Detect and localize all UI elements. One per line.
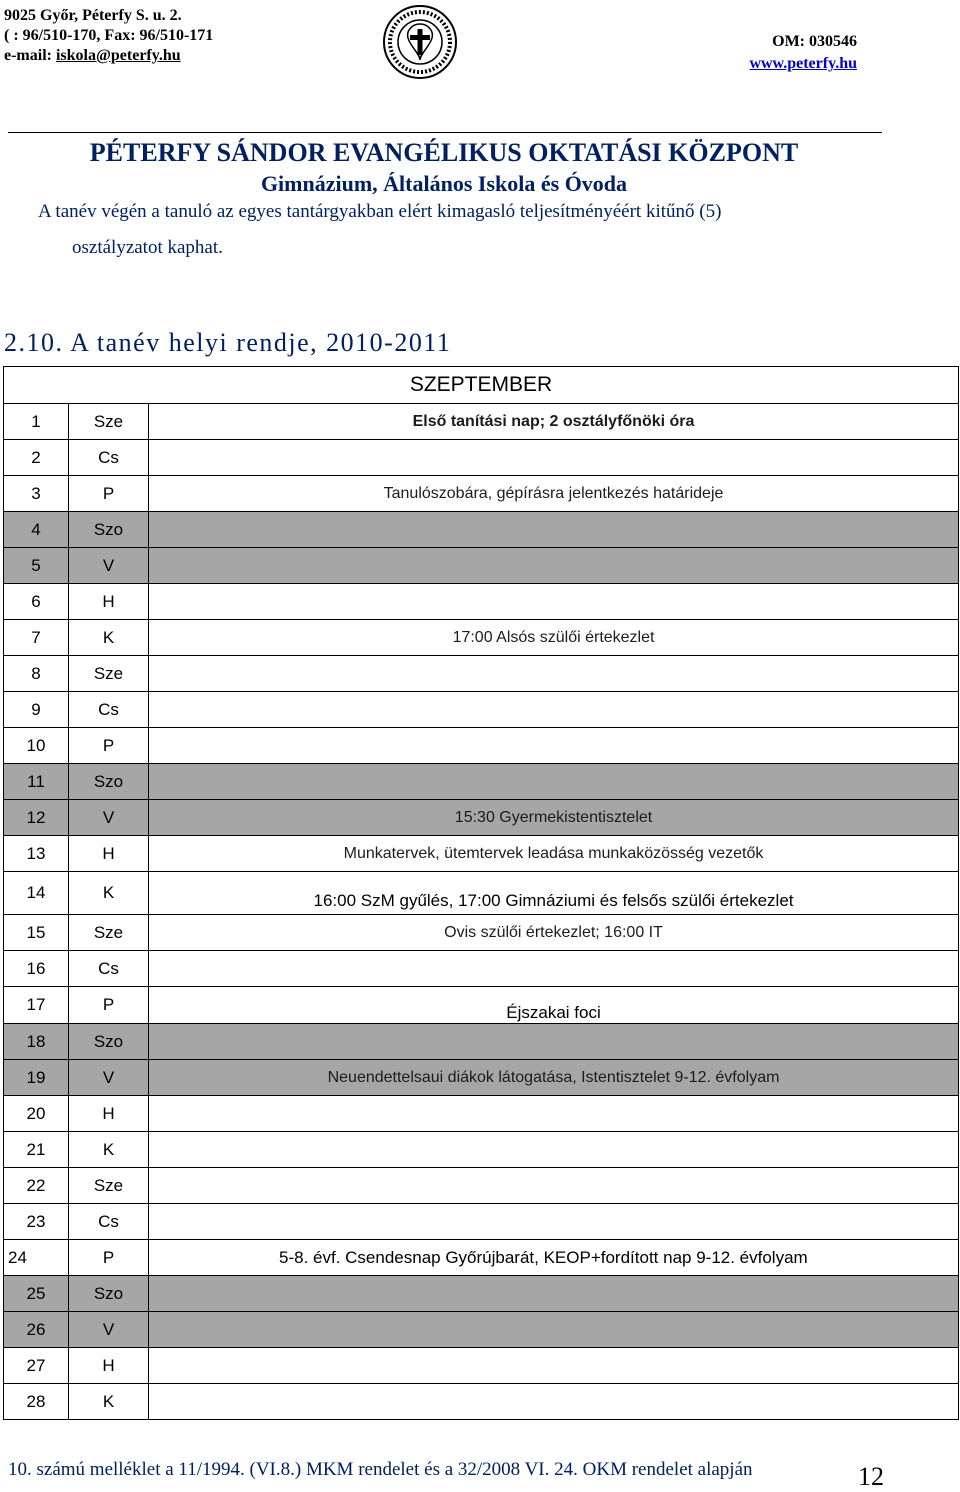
month-name: SZEPTEMBER	[4, 367, 959, 404]
section-heading: 2.10. A tanév helyi rendje, 2010-2011	[4, 328, 452, 357]
paragraph-line-2: osztályzatot kaphat.	[72, 237, 223, 258]
calendar-event	[149, 1276, 959, 1312]
calendar-row	[4, 440, 959, 476]
calendar-day: 13	[4, 836, 69, 872]
paragraph-line-1: A tanév végén a tanuló az egyes tantárgyakban elért kimagasló teljesítményéért kitűnő (5)	[38, 201, 722, 222]
calendar-day: 2	[4, 440, 69, 476]
calendar-day: 22	[4, 1168, 69, 1204]
calendar-day: 28	[4, 1384, 69, 1420]
calendar-event	[149, 1204, 959, 1240]
calendar-day: 14	[4, 872, 69, 915]
calendar-row	[4, 656, 959, 692]
calendar-event-text: 16:00 SzM gyűlés, 17:00 Gimnáziumi és felsős szülői értekezlet	[313, 891, 794, 910]
calendar-event	[149, 1312, 959, 1348]
calendar-event	[149, 1168, 959, 1204]
calendar-day: 7	[4, 620, 69, 656]
calendar-event	[149, 764, 959, 800]
calendar-event	[149, 1024, 959, 1060]
calendar-event	[149, 951, 959, 987]
calendar-event	[149, 1096, 959, 1132]
calendar-day: 3	[4, 476, 69, 512]
calendar-weekday: Sze	[69, 656, 149, 692]
calendar-row	[4, 1060, 959, 1096]
calendar-weekday: H	[69, 836, 149, 872]
calendar-event	[149, 440, 959, 476]
email-label: e-mail:	[4, 47, 56, 64]
calendar-day: 20	[4, 1096, 69, 1132]
calendar-row	[4, 1204, 959, 1240]
calendar-row	[4, 836, 959, 872]
calendar-row	[4, 584, 959, 620]
calendar-event: Munkatervek, ütemtervek leadása munkaközösség vezetők	[149, 836, 959, 872]
calendar-weekday: P	[69, 1240, 149, 1276]
calendar-weekday: Szo	[69, 1276, 149, 1312]
calendar-row	[4, 1348, 959, 1384]
calendar-event	[149, 728, 959, 764]
calendar-event	[149, 872, 959, 915]
calendar-event: Ovis szülői értekezlet; 16:00 IT	[149, 915, 959, 951]
institution-title: PÉTERFY SÁNDOR EVANGÉLIKUS OKTATÁSI KÖZPONT	[89, 138, 799, 167]
calendar-day: 11	[4, 764, 69, 800]
calendar-row	[4, 692, 959, 728]
calendar-weekday: H	[69, 1096, 149, 1132]
calendar-weekday: K	[69, 620, 149, 656]
calendar-row	[4, 1024, 959, 1060]
calendar-event	[149, 1384, 959, 1420]
calendar-weekday: Cs	[69, 1204, 149, 1240]
calendar-weekday: Cs	[69, 440, 149, 476]
calendar-day: 10	[4, 728, 69, 764]
calendar-day: 25	[4, 1276, 69, 1312]
calendar-day: 4	[4, 512, 69, 548]
calendar-row	[4, 512, 959, 548]
school-address: 9025 Győr, Péterfy S. u. 2.	[4, 7, 182, 24]
calendar-weekday: V	[69, 1312, 149, 1348]
website-link[interactable]	[749, 54, 857, 74]
calendar-event	[149, 584, 959, 620]
calendar-day: 6	[4, 584, 69, 620]
calendar-weekday: P	[69, 987, 149, 1024]
calendar-row	[4, 951, 959, 987]
calendar-event	[149, 548, 959, 584]
calendar-day: 5	[4, 548, 69, 584]
calendar-weekday: P	[69, 476, 149, 512]
calendar-day: 23	[4, 1204, 69, 1240]
calendar-weekday: V	[69, 800, 149, 836]
calendar-day: 15	[4, 915, 69, 951]
calendar-row	[4, 1132, 959, 1168]
calendar-weekday: Cs	[69, 692, 149, 728]
calendar-row	[4, 1312, 959, 1348]
calendar-row	[4, 1096, 959, 1132]
calendar-row	[4, 1240, 959, 1276]
calendar-event: 15:30 Gyermekistentisztelet	[149, 800, 959, 836]
calendar-weekday: P	[69, 728, 149, 764]
calendar-day: 26	[4, 1312, 69, 1348]
september-calendar-table	[3, 366, 959, 1420]
calendar-row	[4, 1384, 959, 1420]
calendar-row	[4, 764, 959, 800]
calendar-row	[4, 728, 959, 764]
phone-fax-line	[4, 26, 213, 46]
calendar-row	[4, 915, 959, 951]
calendar-day: 18	[4, 1024, 69, 1060]
institution-subtitle: Gimnázium, Általános Iskola és Óvoda	[260, 171, 628, 196]
calendar-day: 24	[4, 1240, 69, 1276]
calendar-weekday: K	[69, 872, 149, 915]
page-number: 12	[858, 1462, 884, 1491]
calendar-weekday: Szo	[69, 512, 149, 548]
calendar-weekday: V	[69, 548, 149, 584]
email-line	[4, 46, 181, 66]
footer-note: 10. számú melléklet a 11/1994. (VI.8.) MKM rendelet és a 32/2008 VI. 24. OKM rendelet alapján	[8, 1459, 753, 1480]
calendar-row	[4, 1168, 959, 1204]
calendar-day: 17	[4, 987, 69, 1024]
calendar-event: 5-8. évf. Csendesnap Győrújbarát, KEOP+fordított nap 9-12. évfolyam	[149, 1240, 959, 1276]
calendar-day: 12	[4, 800, 69, 836]
calendar-row	[4, 476, 959, 512]
calendar-event-text: Éjszakai foci	[506, 1003, 601, 1022]
calendar-event: Tanulószobára, gépírásra jelentkezés határideje	[149, 476, 959, 512]
calendar-weekday: V	[69, 1060, 149, 1096]
calendar-row	[4, 800, 959, 836]
header-divider	[8, 132, 882, 133]
calendar-day: 21	[4, 1132, 69, 1168]
calendar-event	[149, 987, 959, 1024]
calendar-weekday: Sze	[69, 404, 149, 440]
calendar-weekday: Sze	[69, 915, 149, 951]
website-url[interactable]: www.peterfy.hu	[749, 55, 857, 72]
phone-icon: (	[4, 27, 10, 44]
calendar-weekday: H	[69, 584, 149, 620]
calendar-event	[149, 1132, 959, 1168]
calendar-weekday: Cs	[69, 951, 149, 987]
calendar-day: 16	[4, 951, 69, 987]
calendar-weekday: Sze	[69, 1168, 149, 1204]
calendar-row	[4, 1276, 959, 1312]
calendar-weekday: K	[69, 1132, 149, 1168]
calendar-event	[149, 692, 959, 728]
luther-rose-seal-icon	[382, 4, 458, 80]
calendar-day: 19	[4, 1060, 69, 1096]
calendar-day: 1	[4, 404, 69, 440]
calendar-event	[149, 1348, 959, 1384]
calendar-row	[4, 872, 959, 915]
calendar-weekday: Szo	[69, 1024, 149, 1060]
calendar-day: 27	[4, 1348, 69, 1384]
calendar-day: 8	[4, 656, 69, 692]
phone-fax: : 96/510-170, Fax: 96/510-171	[9, 27, 214, 44]
month-header-row	[4, 367, 959, 404]
calendar-row	[4, 404, 959, 440]
calendar-event: Első tanítási nap; 2 osztályfőnöki óra	[149, 404, 959, 440]
calendar-day: 9	[4, 692, 69, 728]
calendar-event	[149, 656, 959, 692]
calendar-weekday: K	[69, 1384, 149, 1420]
calendar-weekday: H	[69, 1348, 149, 1384]
calendar-event: 17:00 Alsós szülői értekezlet	[149, 620, 959, 656]
calendar-weekday: Szo	[69, 764, 149, 800]
om-code: OM: 030546	[772, 33, 857, 50]
calendar-row	[4, 548, 959, 584]
calendar-event	[149, 512, 959, 548]
calendar-event: Neuendettelsaui diákok látogatása, Istentisztelet 9-12. évfolyam	[149, 1060, 959, 1096]
calendar-row	[4, 620, 959, 656]
email-link[interactable]: iskola@peterfy.hu	[55, 47, 181, 64]
calendar-row	[4, 987, 959, 1024]
